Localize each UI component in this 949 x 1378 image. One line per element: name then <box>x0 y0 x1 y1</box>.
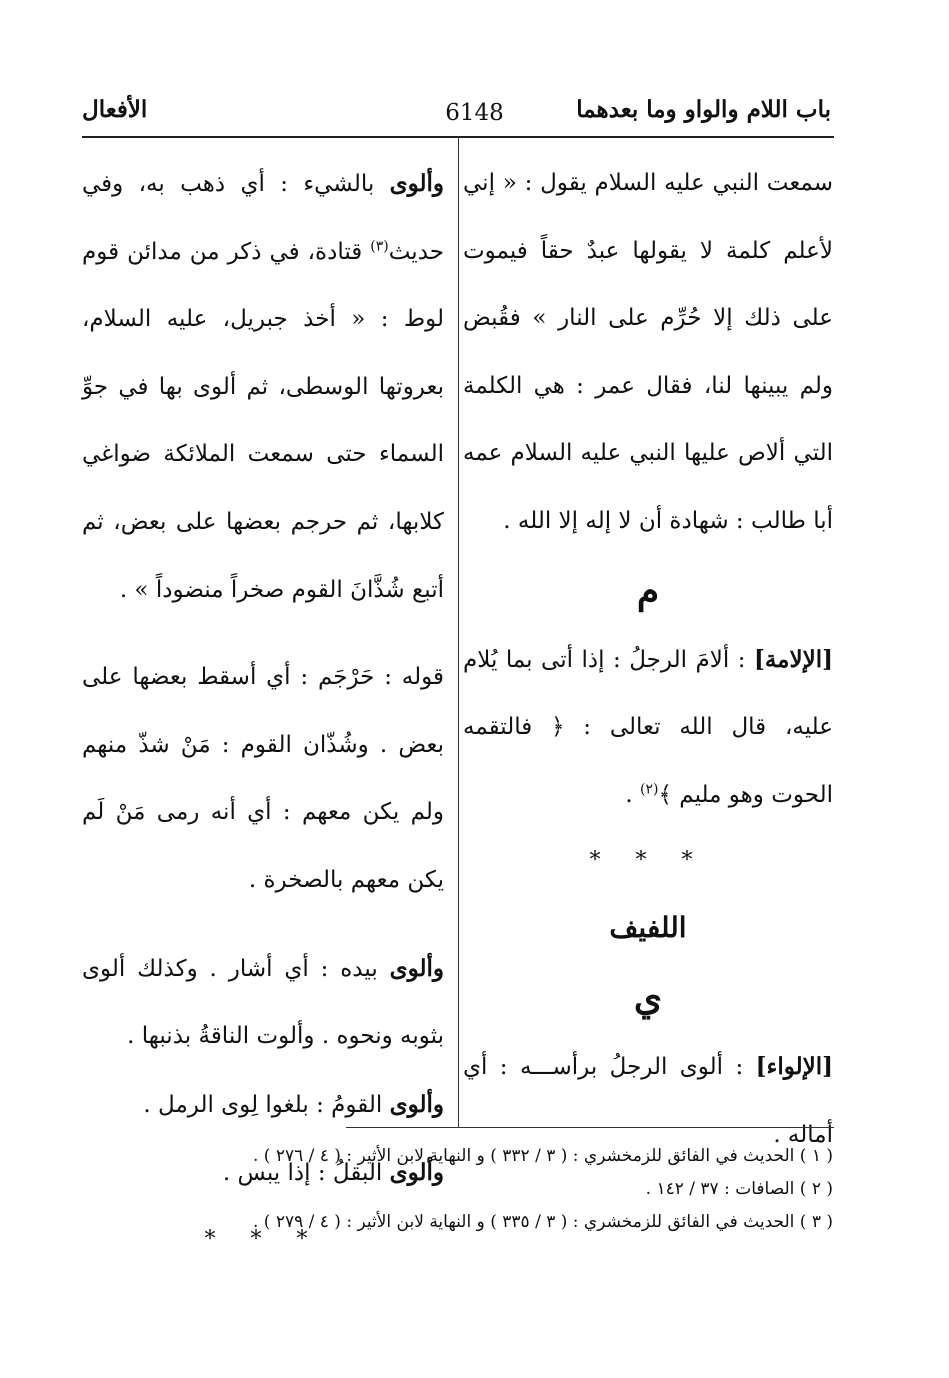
page-number: 6148 <box>445 100 504 126</box>
entry-text: : ألامَ الرجلُ : إذا أتى بما يُلام عليه، قال الله تعالى : ﴿ فالتقمه الحوت وهو مليم ﴾ <box>463 646 833 808</box>
section-title: الأفعال <box>82 96 148 123</box>
paragraph-hadith: سمعت النبي عليه السلام يقول : « إني لأعلم كلمة لا يقولها عبدٌ حقاً فيموت على ذلك إلا حُرِّم على النار » فقُبض ولم يبينها لنا، فقال عمر : هي الكلمة التي ألاص عليها النبي عليه السلام عمه أبا طالب : شهادة أن لا إله إلا الله . <box>463 170 833 534</box>
entry-text: : ألوى الرجلُ برأســـه : أي أماله . <box>463 1054 833 1148</box>
entry-text: القومُ : بلغوا لِوى الرمل . <box>143 1091 383 1118</box>
column-divider <box>458 138 459 1128</box>
chapter-title: باب اللام والواو وما بعدهما <box>576 96 831 123</box>
entry-term: [الإلواء] <box>755 1053 833 1081</box>
entry-ilama <box>463 626 833 830</box>
entry-explanation: قوله : حَرْجَم : أي أسقط بعضها على بعض . وشُذّان القوم : مَنْ شذّ منهم ولم يكن معهم : أي أنه رمى مَنْ لَم يكن معهم بالصخرة . <box>82 664 444 893</box>
footnote: ( ١ ) الحديث في الفائق للزمخشري : ( ٣ / ٣٣٢ ) و النهاية لابن الأثير : ( ٤ / ٢٧٦ ) . <box>252 1146 833 1166</box>
footnote-ref: (٣) <box>370 237 389 254</box>
entry-term: وألوى <box>389 1090 444 1118</box>
entry-alwa-bishay <box>82 150 444 624</box>
entry-text: بيده : أي أشار . وكذلك ألوى بثوبه ونحوه . وألوت الناقةُ بذنبها . <box>82 955 444 1050</box>
heading-lafif: اللفيف <box>609 911 687 945</box>
entry-text: البقلُ : إذا يبس . <box>222 1160 383 1187</box>
footnote-ref: (٢) <box>640 781 659 798</box>
entry-text: بالشيء : أي ذهب به، وفي حديث <box>82 171 444 265</box>
letter-mim: م <box>636 569 660 612</box>
entry-term: وألوى <box>389 954 444 982</box>
separator-stars: * * * <box>204 1226 322 1252</box>
entry-text-cont: قتادة، في ذكر من مدائن قوم لوط : « أخذ جبريل، عليه السلام، بعروتها الوسطى، ثم ألوى بها في جوِّ السماء حتى سمعت الملائكة ضواغي كلابها، ثم حرجم بعضها على بعض، ثم أتبع شُذَّانَ القوم صخراً منضوداً » . <box>82 238 444 603</box>
entry-alwa-biyadihi <box>82 935 444 1071</box>
separator-stars: * * * <box>589 848 707 874</box>
footnotes <box>133 1140 833 1239</box>
left-column <box>82 150 444 1272</box>
entry-term: وألوى <box>389 170 444 197</box>
entry-end: . <box>625 781 633 808</box>
entry-term: [الإلامة] <box>753 645 834 673</box>
entry-term: وألوى <box>389 1159 444 1187</box>
footnote: ( ٣ ) الحديث في الفائق للزمخشري : ( ٣ / ٣٣٥ ) و النهاية لابن الأثير : ( ٤ / ٢٧٩ ) . <box>252 1212 833 1232</box>
entry-alwa-qawm <box>82 1071 444 1140</box>
right-column <box>463 150 833 1170</box>
letter-ya: ي <box>633 977 663 1020</box>
footnote: ( ٢ ) الصافات : ٣٧ / ١٤٢ . <box>645 1179 833 1199</box>
footnote-rule <box>346 1127 834 1128</box>
